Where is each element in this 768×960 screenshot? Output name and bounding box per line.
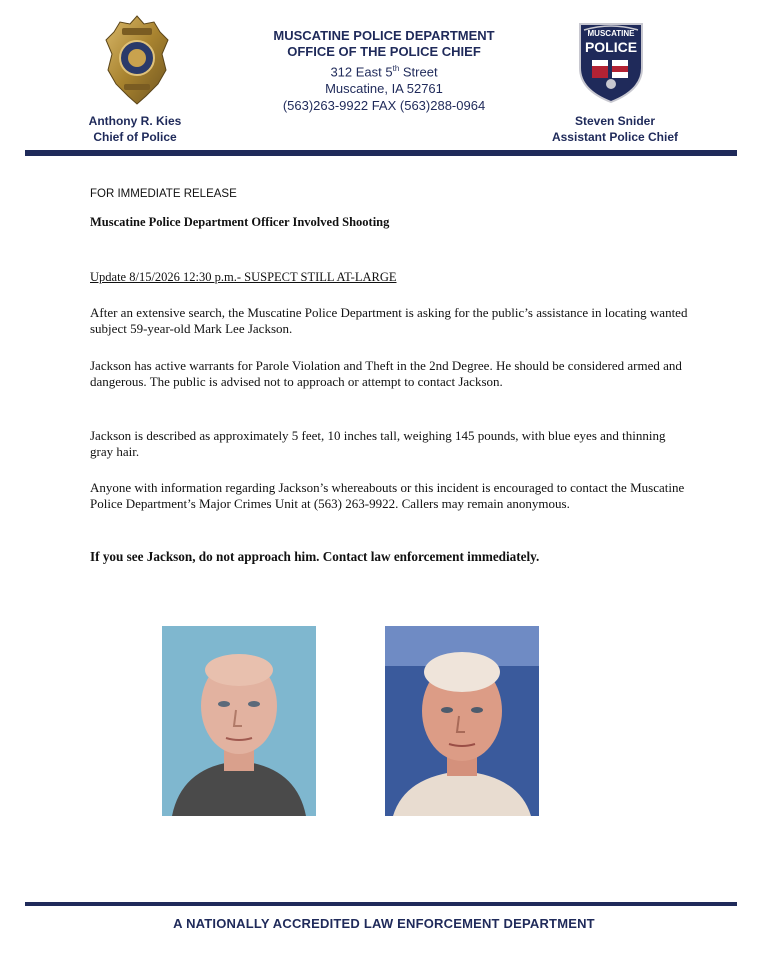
suspect-photo-1 — [162, 626, 316, 816]
footer-text: A NATIONALLY ACCREDITED LAW ENFORCEMENT DEPARTMENT — [173, 916, 595, 931]
chief-title: Chief of Police — [93, 130, 177, 144]
department-header — [220, 28, 548, 114]
street-sup: th — [392, 64, 400, 73]
release-headline: Muscatine Police Department Officer Involved Shooting — [90, 215, 390, 229]
street-suffix: Street — [399, 64, 438, 80]
phone-fax: (563)263-9922 FAX (563)288-0964 — [282, 98, 486, 114]
paragraph-4: Anyone with information regarding Jackson’s whereabouts or this incident is encouraged to contact the Muscatine Police Department’s Major Crimes Unit at (563) 263-9922. Callers may remain anonymous. — [90, 480, 685, 511]
chief-name: Anthony R. Kies — [88, 114, 182, 128]
chief-block — [60, 113, 210, 145]
police-patch-logo — [576, 20, 646, 104]
department-name: MUSCATINE POLICE DEPARTMENT — [273, 28, 495, 43]
police-badge-logo — [104, 14, 170, 106]
office-name: OFFICE OF THE POLICE CHIEF — [287, 44, 481, 59]
footer-divider — [25, 902, 737, 906]
update-line: Update 8/15/2026 12:30 p.m.- SUSPECT STILL AT-LARGE — [90, 270, 397, 284]
paragraph-2: Jackson has active warrants for Parole Violation and Theft in the 2nd Degree. He should be considered armed and dangerous. The public is advised not to approach or attempt to contact Jackson. — [90, 358, 682, 389]
suspect-photo-2 — [385, 626, 539, 816]
city-address: Muscatine, IA 52761 — [325, 81, 443, 97]
release-tag: FOR IMMEDIATE RELEASE — [90, 188, 237, 200]
paragraph-3: Jackson is described as approximately 5 feet, 10 inches tall, weighing 145 pounds, with blue eyes and thinning gray hair. — [90, 428, 666, 459]
patch-main-text: POLICE — [584, 39, 638, 55]
street-prefix: 312 East 5 — [330, 64, 393, 80]
paragraph-1: After an extensive search, the Muscatine Police Department is asking for the public’s assistance in locating wanted subject 59-year-old Mark Lee Jackson. — [90, 305, 688, 336]
patch-top-text: MUSCATINE — [587, 29, 635, 38]
assistant-name: Steven Snider — [574, 114, 656, 128]
street-address — [220, 60, 548, 80]
assistant-title: Assistant Police Chief — [551, 130, 679, 144]
assistant-chief-block — [530, 113, 700, 145]
header-divider — [25, 150, 737, 156]
warning-text: If you see Jackson, do not approach him. Contact law enforcement immediately. — [90, 549, 540, 564]
